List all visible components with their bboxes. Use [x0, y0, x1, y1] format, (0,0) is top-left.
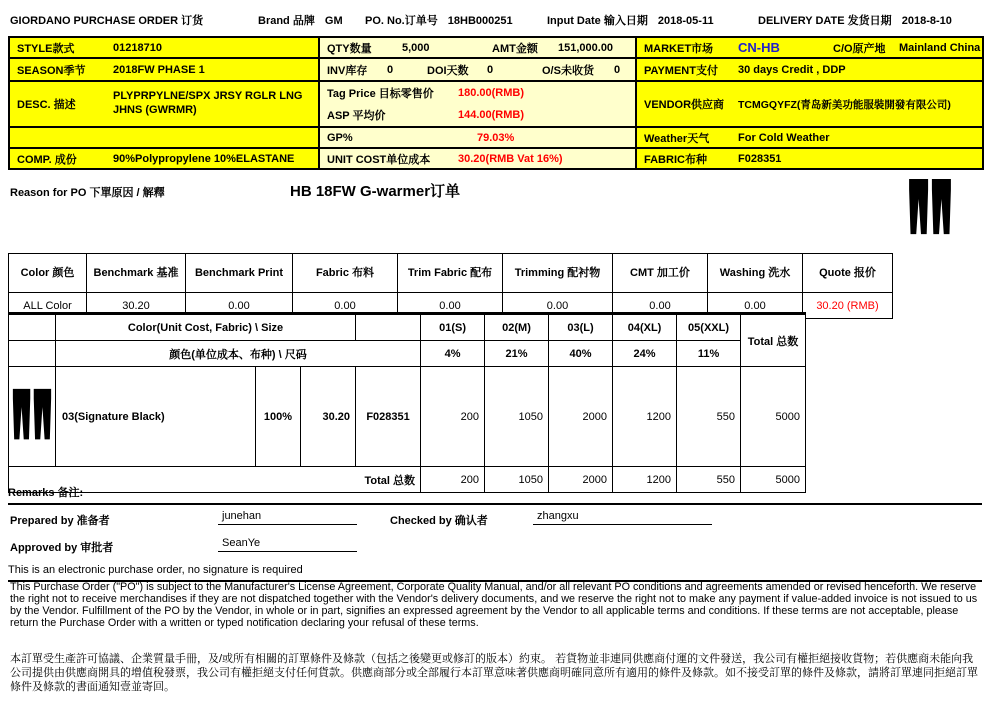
style-value-cell: [106, 37, 319, 58]
os-label: O/S未收货: [542, 64, 594, 77]
weather-value: For Cold Weather: [738, 131, 830, 144]
order-info-table: [8, 36, 984, 170]
brand-field: [258, 12, 343, 28]
qty-05xxl: 550: [677, 367, 741, 467]
pants-icon: [903, 179, 957, 236]
payment-value: 30 days Credit , DDP: [738, 63, 846, 76]
tag-price-label: Tag Price 目标零售价: [327, 88, 434, 100]
total-01s: 200: [421, 467, 485, 493]
row-season: [9, 58, 983, 81]
cell-quote: 30.20 (RMB): [803, 293, 893, 319]
reason-for-po-label: Reason for PO 下單原因 / 解釋: [10, 187, 165, 199]
po-number-label: PO. No.订单号: [365, 15, 438, 27]
weather-value-cell: [731, 127, 983, 148]
fabric-code-cell: F028351: [356, 367, 421, 467]
size-quantity-table: [8, 312, 806, 493]
size-header-en: Color(Unit Cost, Fabric) \ Size: [56, 314, 356, 341]
row-gp: [9, 127, 983, 148]
size-header-cn: 颜色(单位成本、布种) \ 尺码: [56, 341, 421, 367]
os-value: 0: [614, 63, 621, 76]
color-row: [9, 367, 806, 467]
row-desc: [9, 81, 983, 127]
comp-value: 90%Polypropylene 10%ELASTANE: [113, 152, 295, 165]
ratio-04xl: 24%: [613, 341, 677, 367]
row-style: [9, 37, 983, 58]
desc-label-cell: [9, 81, 106, 127]
qty-row-total: 5000: [741, 367, 806, 467]
cell-trim-fabric: 0.00: [398, 293, 503, 319]
inventory-cell: [319, 58, 636, 81]
payment-label-cell: [636, 58, 731, 81]
co-label: C/O原产地: [833, 42, 886, 55]
pants-icon: [12, 386, 52, 444]
gp-cell: [319, 127, 636, 148]
input-date-label: Input Date 输入日期: [547, 15, 648, 27]
market-label-cell: [636, 37, 731, 58]
asp-label: ASP 平均价: [327, 110, 386, 122]
size-04xl: 04(XL): [613, 314, 677, 341]
season-value-cell: [106, 58, 319, 81]
inv-label: INV库存: [327, 64, 368, 77]
cost-breakdown-table: [8, 253, 893, 319]
total-04xl: 1200: [613, 467, 677, 493]
delivery-date-value: 2018-8-10: [901, 15, 952, 27]
empty-yellow-cell: [9, 127, 319, 148]
qty-04xl: 1200: [613, 367, 677, 467]
remarks-label: Remarks 备注:: [8, 484, 982, 505]
delivery-date-field: [758, 12, 952, 28]
payment-label: PAYMENT支付: [644, 64, 718, 77]
fabric-pct-cell: 100%: [256, 367, 301, 467]
legal-terms-chinese: 本訂單受生產許可協議、企業質量手冊，及/或所有相關的訂單條件及條款（包括之後變更或修訂的版本）約束。 若貨物並非連同供應商付運的文件發送，我公司有權拒絕接收貨物；若供應商未能向我公司提供由供應商開具的增值稅發票，我公司有權拒絕支付任何貨款。供應商部分或全部履行本訂單意味著供應商明確同意所有適用的條件及條款。如不接受訂單的條件及條款，請將訂單連同拒絕訂單條件及條款的書面通知壹並寄回。: [10, 653, 978, 694]
total-row-label: Total 总数: [9, 467, 421, 493]
cell-trimming: 0.00: [503, 293, 613, 319]
fabric-label: FABRIC布种: [644, 153, 707, 166]
market-value-cell: [731, 37, 983, 58]
unit-cost-cell-pink: 30.20: [301, 367, 356, 467]
desc-value: PLYPRPYLNE/SPX JRSY RGLR LNG JHNS (GWRMR): [113, 90, 303, 116]
qty-amt-cell: [319, 37, 636, 58]
checked-by-field[interactable]: zhangxu: [533, 510, 712, 525]
comp-value-cell: [106, 148, 319, 169]
vendor-value-cell: [731, 81, 983, 127]
style-label-cell: [9, 37, 106, 58]
qty-02m: 1050: [485, 367, 549, 467]
doi-label: DOI天数: [427, 64, 469, 77]
cell-benchmark-print: 0.00: [186, 293, 293, 319]
qty-01s: 200: [421, 367, 485, 467]
grand-total: 5000: [741, 467, 806, 493]
total-03l: 2000: [549, 467, 613, 493]
cell-color: ALL Color: [9, 293, 87, 319]
desc-label: DESC. 描述: [17, 99, 76, 111]
icon-column-header-2: [9, 341, 56, 367]
col-washing: Washing 洗水: [708, 254, 803, 293]
icon-column-header: [9, 314, 56, 341]
document-title-text: GIORDANO PURCHASE ORDER 订货: [10, 15, 204, 27]
prepared-by-label: Prepared by 准备者: [10, 515, 110, 527]
size-03l: 03(L): [549, 314, 613, 341]
legal-terms-english: This Purchase Order ("PO") is subject to the Manufacturer's License Agreement, Corporate Quality Manual, and/or all relevant PO conditions and agreements amended or revised henceforth. We reserve the right not to receive merchandises if they are not dispatched together with the Vendor's delivery documents, and we reserve the right not to make any payment if value-added invoice is not issued to us by the Vendor. Fulfillment of the PO by the Vendor, in whole or in part, signifies an expressed agreement by the Vendor to all applicable terms and conditions. If these terms are not acceptable, please return the Purchase Order with a written or typed notification declaring your refusal of these terms.: [10, 581, 978, 630]
cell-benchmark: 30.20: [87, 293, 186, 319]
vendor-label: VENDOR供应商: [644, 99, 725, 111]
qty-03l: 2000: [549, 367, 613, 467]
tag-price-value: 180.00(RMB): [458, 87, 525, 99]
approved-by-field[interactable]: SeanYe: [218, 537, 357, 552]
unit-cost-cell: [319, 148, 636, 169]
size-header-en-cont: [356, 314, 421, 341]
row-comp: [9, 148, 983, 169]
prepared-by-field[interactable]: junehan: [218, 510, 357, 525]
desc-value-cell: [106, 81, 319, 127]
market-label: MARKET市场: [644, 42, 714, 55]
input-date-value: 2018-05-11: [657, 15, 714, 27]
price-cell: [319, 81, 636, 127]
cell-cmt: 0.00: [613, 293, 708, 319]
color-name-cell: 03(Signature Black): [56, 367, 256, 467]
signoff-section: [8, 484, 982, 582]
electronic-note: This is an electronic purchase order, no signature is required: [8, 559, 982, 582]
season-label-cell: [9, 58, 106, 81]
fabric-value: F028351: [738, 152, 782, 165]
asp-value: 144.00(RMB): [458, 109, 525, 121]
unit-cost-label: UNIT COST单位成本: [327, 153, 431, 166]
po-title: HB 18FW G-warmer订单: [290, 183, 461, 200]
total-02m: 1050: [485, 467, 549, 493]
ratio-01s: 4%: [421, 341, 485, 367]
approved-row: [8, 532, 982, 559]
qty-value: 5,000: [402, 41, 430, 54]
size-header-row-1: [9, 314, 806, 341]
delivery-date-label: DELIVERY DATE 发货日期: [758, 15, 892, 27]
ratio-02m: 21%: [485, 341, 549, 367]
weather-label: Weather天气: [644, 132, 710, 145]
season-value: 2018FW PHASE 1: [113, 63, 205, 76]
input-date-field: [547, 12, 714, 28]
amt-value: 151,000.00: [558, 41, 614, 54]
col-quote: Quote 报价: [803, 254, 893, 293]
col-color: Color 颜色: [9, 254, 87, 293]
doi-value: 0: [487, 63, 494, 76]
col-benchmark-print: Benchmark Print: [186, 254, 293, 293]
checked-by-label: Checked by 确认者: [390, 515, 488, 527]
ratio-05xxl: 11%: [677, 341, 741, 367]
size-02m: 02(M): [485, 314, 549, 341]
col-trimming: Trimming 配衬物: [503, 254, 613, 293]
vendor-label-cell: [636, 81, 731, 127]
payment-value-cell: [731, 58, 983, 81]
col-trim-fabric: Trim Fabric 配布: [398, 254, 503, 293]
cell-washing: 0.00: [708, 293, 803, 319]
total-05xxl: 550: [677, 467, 741, 493]
color-swatch-cell: [9, 367, 56, 467]
unit-cost-value: 30.20(RMB Vat 16%): [458, 152, 563, 165]
cell-fabric: 0.00: [293, 293, 398, 319]
comp-label-cell: [9, 148, 106, 169]
weather-label-cell: [636, 127, 731, 148]
vendor-value: TCMGQYFZ(青岛新美功能服裝開發有限公司): [738, 98, 951, 111]
style-label: STYLE款式: [17, 42, 75, 55]
po-number-field: [365, 12, 513, 28]
amt-label: AMT金额: [492, 42, 538, 55]
gp-label: GP%: [327, 131, 353, 144]
cost-header-row: [9, 254, 893, 293]
size-header-row-2: [9, 341, 806, 367]
fabric-value-cell: [731, 148, 983, 169]
brand-label: Brand 品牌: [258, 15, 315, 27]
document-title: [10, 12, 203, 28]
size-05xxl: 05(XXL): [677, 314, 741, 341]
approved-by-label: Approved by 审批者: [10, 542, 114, 554]
ratio-03l: 40%: [549, 341, 613, 367]
col-fabric: Fabric 布料: [293, 254, 398, 293]
prepared-checked-row: [8, 505, 982, 532]
fabric-label-cell: [636, 148, 731, 169]
season-label: SEASON季节: [17, 64, 86, 77]
brand-value: GM: [324, 15, 343, 27]
size-01s: 01(S): [421, 314, 485, 341]
inv-value: 0: [387, 63, 394, 76]
market-value: CN-HB: [738, 40, 780, 55]
gp-value: 79.03%: [477, 131, 515, 144]
co-value: Mainland China: [899, 41, 981, 54]
style-value: 01218710: [113, 41, 162, 54]
comp-label: COMP. 成份: [17, 153, 77, 166]
qty-label: QTY数量: [327, 42, 372, 55]
total-column-header: Total 总数: [741, 314, 806, 367]
col-cmt: CMT 加工价: [613, 254, 708, 293]
col-benchmark: Benchmark 基准: [87, 254, 186, 293]
po-number-value: 18HB000251: [447, 15, 513, 27]
